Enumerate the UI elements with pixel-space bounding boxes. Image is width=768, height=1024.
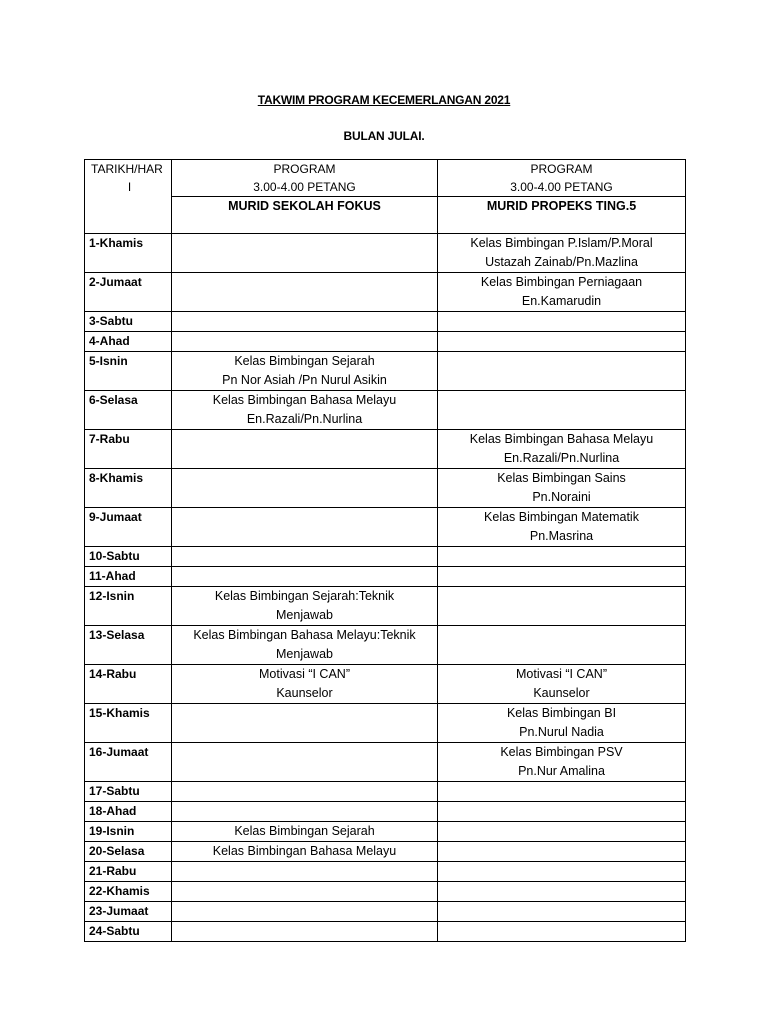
program-line xyxy=(175,922,434,941)
table-row xyxy=(85,547,686,567)
program-line: Kelas Bimbingan Sejarah xyxy=(234,824,375,838)
program-line xyxy=(441,626,682,645)
program-line: Kelas Bimbingan Bahasa Melayu xyxy=(469,432,654,446)
row-program-propeks xyxy=(438,862,686,882)
program-line: Kelas Bimbingan BI xyxy=(506,706,617,720)
row-program-fokus xyxy=(172,312,438,332)
row-program-fokus xyxy=(172,882,438,902)
row-program-fokus xyxy=(172,782,438,802)
program-line xyxy=(175,902,434,921)
program-line: Menjawab xyxy=(276,647,333,661)
table-row xyxy=(85,704,686,743)
row-date-day: 7-Rabu xyxy=(85,430,172,469)
row-date-day: 22-Khamis xyxy=(85,882,172,902)
row-program-propeks xyxy=(438,587,686,626)
row-program-propeks xyxy=(438,352,686,391)
table-row xyxy=(85,430,686,469)
table-row xyxy=(85,822,686,842)
row-program-fokus xyxy=(172,547,438,567)
row-program-fokus xyxy=(172,626,438,665)
row-program-fokus xyxy=(172,430,438,469)
program-line xyxy=(441,842,682,861)
program-line: Kelas Bimbingan Perniagaan xyxy=(480,275,643,289)
row-program-fokus xyxy=(172,567,438,587)
program-line xyxy=(175,234,434,253)
row-date-day: 2-Jumaat xyxy=(85,273,172,312)
table-row xyxy=(85,508,686,547)
program-line: En.Kamarudin xyxy=(521,294,602,308)
header-program-propeks: PROGRAM 3.00-4.00 PETANG xyxy=(438,160,686,197)
table-row xyxy=(85,862,686,882)
program-line: En.Razali/Pn.Nurlina xyxy=(246,412,363,426)
program-line: Ustazah Zainab/Pn.Mazlina xyxy=(485,255,638,269)
program-line xyxy=(441,902,682,921)
row-program-propeks xyxy=(438,430,686,469)
program-line xyxy=(175,527,434,546)
row-date-day: 21-Rabu xyxy=(85,862,172,882)
program-line: Menjawab xyxy=(276,608,333,622)
program-line: Kelas Bimbingan Sejarah:Teknik xyxy=(214,589,395,603)
program-line xyxy=(441,822,682,841)
program-line xyxy=(441,547,682,566)
program-line xyxy=(175,762,434,781)
row-program-propeks xyxy=(438,802,686,822)
row-program-fokus xyxy=(172,273,438,312)
program-line: Kaunselor xyxy=(276,686,333,700)
row-date-day: 1-Khamis xyxy=(85,234,172,273)
program-line xyxy=(175,882,434,901)
row-program-propeks xyxy=(438,547,686,567)
program-line xyxy=(441,587,682,606)
row-program-propeks xyxy=(438,312,686,332)
schedule-table xyxy=(84,159,686,942)
program-line xyxy=(175,802,434,821)
row-date-day: 19-Isnin xyxy=(85,822,172,842)
program-line xyxy=(441,862,682,881)
table-row xyxy=(85,882,686,902)
row-program-propeks xyxy=(438,822,686,842)
row-program-propeks xyxy=(438,704,686,743)
row-program-propeks xyxy=(438,332,686,352)
row-program-fokus xyxy=(172,665,438,704)
row-program-fokus xyxy=(172,391,438,430)
program-line xyxy=(441,802,682,821)
program-line xyxy=(441,922,682,941)
row-program-fokus xyxy=(172,862,438,882)
program-line xyxy=(175,704,434,723)
row-program-fokus xyxy=(172,842,438,862)
program-line xyxy=(175,430,434,449)
row-program-propeks xyxy=(438,922,686,942)
row-program-propeks xyxy=(438,902,686,922)
table-row xyxy=(85,782,686,802)
program-line: Kelas Bimbingan Bahasa Melayu xyxy=(212,844,397,858)
row-date-day: 10-Sabtu xyxy=(85,547,172,567)
row-date-day: 9-Jumaat xyxy=(85,508,172,547)
row-program-propeks xyxy=(438,508,686,547)
row-program-fokus xyxy=(172,234,438,273)
table-row xyxy=(85,902,686,922)
row-date-day: 8-Khamis xyxy=(85,469,172,508)
document-subtitle: BULAN JULAI. xyxy=(343,129,425,143)
program-line xyxy=(175,723,434,742)
table-row xyxy=(85,802,686,822)
program-line xyxy=(441,882,682,901)
row-program-propeks xyxy=(438,469,686,508)
program-line xyxy=(441,312,682,331)
row-date-day: 6-Selasa xyxy=(85,391,172,430)
row-program-propeks xyxy=(438,234,686,273)
program-line xyxy=(175,273,434,292)
row-program-fokus xyxy=(172,704,438,743)
program-line: Pn Nor Asiah /Pn Nurul Asikin xyxy=(222,373,387,387)
program-line xyxy=(175,743,434,762)
program-line: Kelas Bimbingan Bahasa Melayu:Teknik xyxy=(193,628,416,642)
row-program-fokus xyxy=(172,332,438,352)
table-row xyxy=(85,665,686,704)
row-program-fokus xyxy=(172,508,438,547)
program-line: Kelas Bimbingan Sains xyxy=(497,471,626,485)
program-line xyxy=(175,253,434,272)
row-program-propeks xyxy=(438,743,686,782)
program-line xyxy=(441,645,682,664)
table-row xyxy=(85,469,686,508)
program-line xyxy=(441,352,682,371)
row-program-propeks xyxy=(438,665,686,704)
program-line xyxy=(175,862,434,881)
row-program-fokus xyxy=(172,922,438,942)
program-line: Kelas Bimbingan Bahasa Melayu xyxy=(212,393,397,407)
row-date-day: 20-Selasa xyxy=(85,842,172,862)
program-line xyxy=(441,391,682,410)
program-line xyxy=(441,332,682,351)
program-line xyxy=(441,567,682,586)
program-line xyxy=(175,782,434,801)
row-program-fokus xyxy=(172,469,438,508)
table-group-row xyxy=(85,197,686,234)
table-row xyxy=(85,922,686,942)
row-date-day: 16-Jumaat xyxy=(85,743,172,782)
row-program-fokus xyxy=(172,902,438,922)
program-line: En.Razali/Pn.Nurlina xyxy=(503,451,620,465)
program-line xyxy=(175,292,434,311)
table-row xyxy=(85,352,686,391)
program-line xyxy=(441,371,682,390)
program-line xyxy=(175,567,434,586)
group-murid-propeks: MURID PROPEKS TING.5 xyxy=(438,197,686,234)
table-row xyxy=(85,273,686,312)
table-row xyxy=(85,842,686,862)
row-program-fokus xyxy=(172,743,438,782)
program-line xyxy=(441,410,682,429)
program-line xyxy=(175,332,434,351)
row-date-day: 5-Isnin xyxy=(85,352,172,391)
row-program-fokus xyxy=(172,802,438,822)
table-row xyxy=(85,391,686,430)
row-date-day: 12-Isnin xyxy=(85,587,172,626)
row-date-day: 17-Sabtu xyxy=(85,782,172,802)
table-row xyxy=(85,234,686,273)
group-murid-sekolah-fokus: MURID SEKOLAH FOKUS xyxy=(172,197,438,234)
table-row xyxy=(85,567,686,587)
table-row xyxy=(85,743,686,782)
table-row xyxy=(85,332,686,352)
row-date-day: 11-Ahad xyxy=(85,567,172,587)
program-line: Pn.Nurul Nadia xyxy=(519,725,604,739)
row-date-day: 13-Selasa xyxy=(85,626,172,665)
header-date-day: TARIKH/HAR I xyxy=(85,160,172,234)
program-line xyxy=(175,449,434,468)
program-line: Kelas Bimbingan Matematik xyxy=(484,510,639,524)
row-date-day: 3-Sabtu xyxy=(85,312,172,332)
row-program-fokus xyxy=(172,587,438,626)
row-date-day: 15-Khamis xyxy=(85,704,172,743)
row-program-propeks xyxy=(438,273,686,312)
document-title: TAKWIM PROGRAM KECEMERLANGAN 2021 xyxy=(257,93,511,107)
program-line: Kelas Bimbingan Sejarah xyxy=(234,354,375,368)
table-row xyxy=(85,587,686,626)
row-program-fokus xyxy=(172,352,438,391)
program-line: Motivasi “I CAN” xyxy=(516,667,607,681)
program-line xyxy=(175,508,434,527)
program-line: Pn.Nur Amalina xyxy=(518,764,605,778)
program-line xyxy=(441,782,682,801)
row-program-propeks xyxy=(438,782,686,802)
row-program-propeks xyxy=(438,567,686,587)
row-date-day: 4-Ahad xyxy=(85,332,172,352)
program-line: Kaunselor xyxy=(533,686,590,700)
header-program-fokus: PROGRAM 3.00-4.00 PETANG xyxy=(172,160,438,197)
program-line: Kelas Bimbingan PSV xyxy=(500,745,623,759)
program-line: Kelas Bimbingan P.Islam/P.Moral xyxy=(470,236,653,250)
program-line xyxy=(175,547,434,566)
row-program-propeks xyxy=(438,842,686,862)
row-program-fokus xyxy=(172,822,438,842)
program-line: Pn.Noraini xyxy=(532,490,591,504)
program-line xyxy=(441,606,682,625)
program-line xyxy=(175,312,434,331)
program-line xyxy=(175,488,434,507)
row-program-propeks xyxy=(438,391,686,430)
table-row xyxy=(85,312,686,332)
row-date-day: 23-Jumaat xyxy=(85,902,172,922)
row-date-day: 24-Sabtu xyxy=(85,922,172,942)
row-program-propeks xyxy=(438,882,686,902)
program-line: Pn.Masrina xyxy=(529,529,594,543)
row-date-day: 14-Rabu xyxy=(85,665,172,704)
table-row xyxy=(85,626,686,665)
table-header-row xyxy=(85,160,686,197)
program-line xyxy=(175,469,434,488)
row-program-propeks xyxy=(438,626,686,665)
program-line: Motivasi “I CAN” xyxy=(259,667,350,681)
row-date-day: 18-Ahad xyxy=(85,802,172,822)
